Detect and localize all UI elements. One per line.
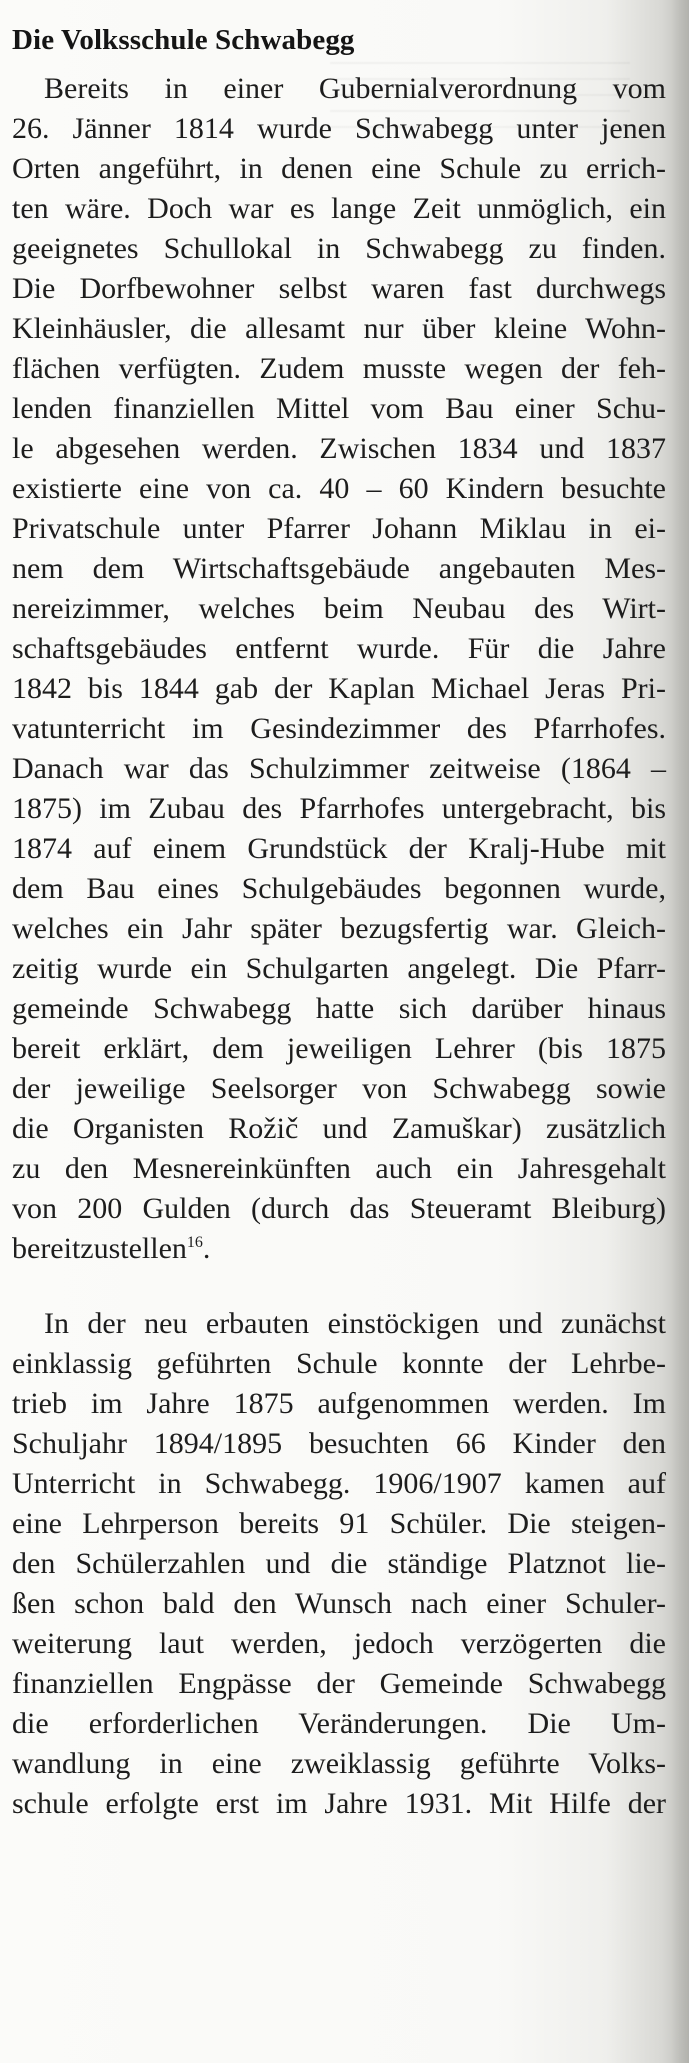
text-line: schule erfolgte erst im Jahre 1931. Mit Hilfe der (12, 1787, 666, 1820)
text-line: weiterung laut werden, jedoch verzögerten die (12, 1627, 666, 1660)
text-line: Unterricht in Schwabegg. 1906/1907 kamen auf (12, 1467, 666, 1500)
text-line: gemeinde Schwabegg hatte sich darüber hinaus (12, 992, 666, 1025)
text-line: vatunterricht im Gesindezimmer des Pfarrhofes. (12, 712, 666, 745)
text-fragment: bereitzustellen (12, 1232, 187, 1265)
text-line: 26. Jänner 1814 wurde Schwabegg unter jenen (12, 112, 666, 145)
text-line: welches ein Jahr später bezugsfertig war. Gleich- (12, 912, 666, 945)
text-line: 1842 bis 1844 gab der Kaplan Michael Jeras Pri- (12, 672, 666, 705)
text-line: Kleinhäusler, die allesamt nur über kleine Wohn- (12, 312, 666, 345)
text-line: Privatschule unter Pfarrer Johann Miklau in ei- (12, 512, 666, 545)
sentence-period: . (202, 1232, 211, 1265)
text-line: die erforderlichen Veränderungen. Die Um- (12, 1707, 666, 1740)
text-line: Danach war das Schulzimmer zeitweise (1864 – (12, 752, 666, 785)
text-line: le abgesehen werden. Zwischen 1834 und 1837 (12, 432, 666, 465)
text-line: zeitig wurde ein Schulgarten angelegt. Die Pfarr- (12, 952, 666, 985)
text-line: nereizimmer, welches beim Neubau des Wirt- (12, 592, 666, 625)
text-line: geeignetes Schullokal in Schwabegg zu finden. (12, 232, 666, 265)
text-line: schaftsgebäudes entfernt wurde. Für die Jahre (12, 632, 666, 665)
text-line: flächen verfügten. Zudem musste wegen der feh- (12, 352, 666, 385)
text-line: bereit erklärt, dem jeweiligen Lehrer (bis 1875 (12, 1032, 666, 1065)
text-line: nem dem Wirtschaftsgebäude angebauten Mes- (12, 552, 666, 585)
page-edge-shadow (671, 0, 689, 2063)
footnote-reference: 16 (186, 1234, 203, 1251)
text-line: ten wäre. Doch war es lange Zeit unmöglich, ein (12, 192, 666, 225)
text-line: 1875) im Zubau des Pfarrhofes untergebracht, bis (12, 792, 666, 825)
text-line: trieb im Jahre 1875 aufgenommen werden. Im (12, 1387, 666, 1420)
text-line: zu den Mesnereinkünften auch ein Jahresgehalt (12, 1152, 666, 1185)
text-line: Orten angeführt, in denen eine Schule zu errich- (12, 152, 666, 185)
text-line: In der neu erbauten einstöckigen und zunächst (44, 1307, 666, 1340)
text-line: 1874 auf einem Grundstück der Kralj-Hube mit (12, 832, 666, 865)
text-line: die Organisten Rožič und Zamuškar) zusätzlich (12, 1112, 666, 1145)
text-line: einklassig geführten Schule konnte der Lehrbe- (12, 1347, 666, 1380)
text-line: eine Lehrperson bereits 91 Schüler. Die steigen- (12, 1507, 666, 1540)
text-line: der jeweilige Seelsorger von Schwabegg sowie (12, 1072, 666, 1105)
text-line: existierte eine von ca. 40 – 60 Kindern besuchte (12, 472, 666, 505)
text-line: den Schülerzahlen und die ständige Platznot lie- (12, 1547, 666, 1580)
text-line: Die Dorfbewohner selbst waren fast durchwegs (12, 272, 666, 305)
text-line: von 200 Gulden (durch das Steueramt Bleiburg) (12, 1192, 666, 1225)
text-line: Bereits in einer Gubernialverordnung vom (44, 72, 666, 105)
section-heading: Die Volksschule Schwabegg (12, 24, 355, 56)
text-line: lenden finanziellen Mittel vom Bau einer Schu- (12, 392, 666, 425)
text-line: ßen schon bald den Wunsch nach einer Schuler- (12, 1587, 666, 1620)
last-text-line (12, 1230, 666, 1268)
text-line: wandlung in eine zweiklassig geführte Volks- (12, 1747, 666, 1780)
text-line: finanziellen Engpässe der Gemeinde Schwabegg (12, 1667, 666, 1700)
text-line: dem Bau eines Schulgebäudes begonnen wurde, (12, 872, 666, 905)
text-line: Schuljahr 1894/1895 besuchten 66 Kinder den (12, 1427, 666, 1460)
